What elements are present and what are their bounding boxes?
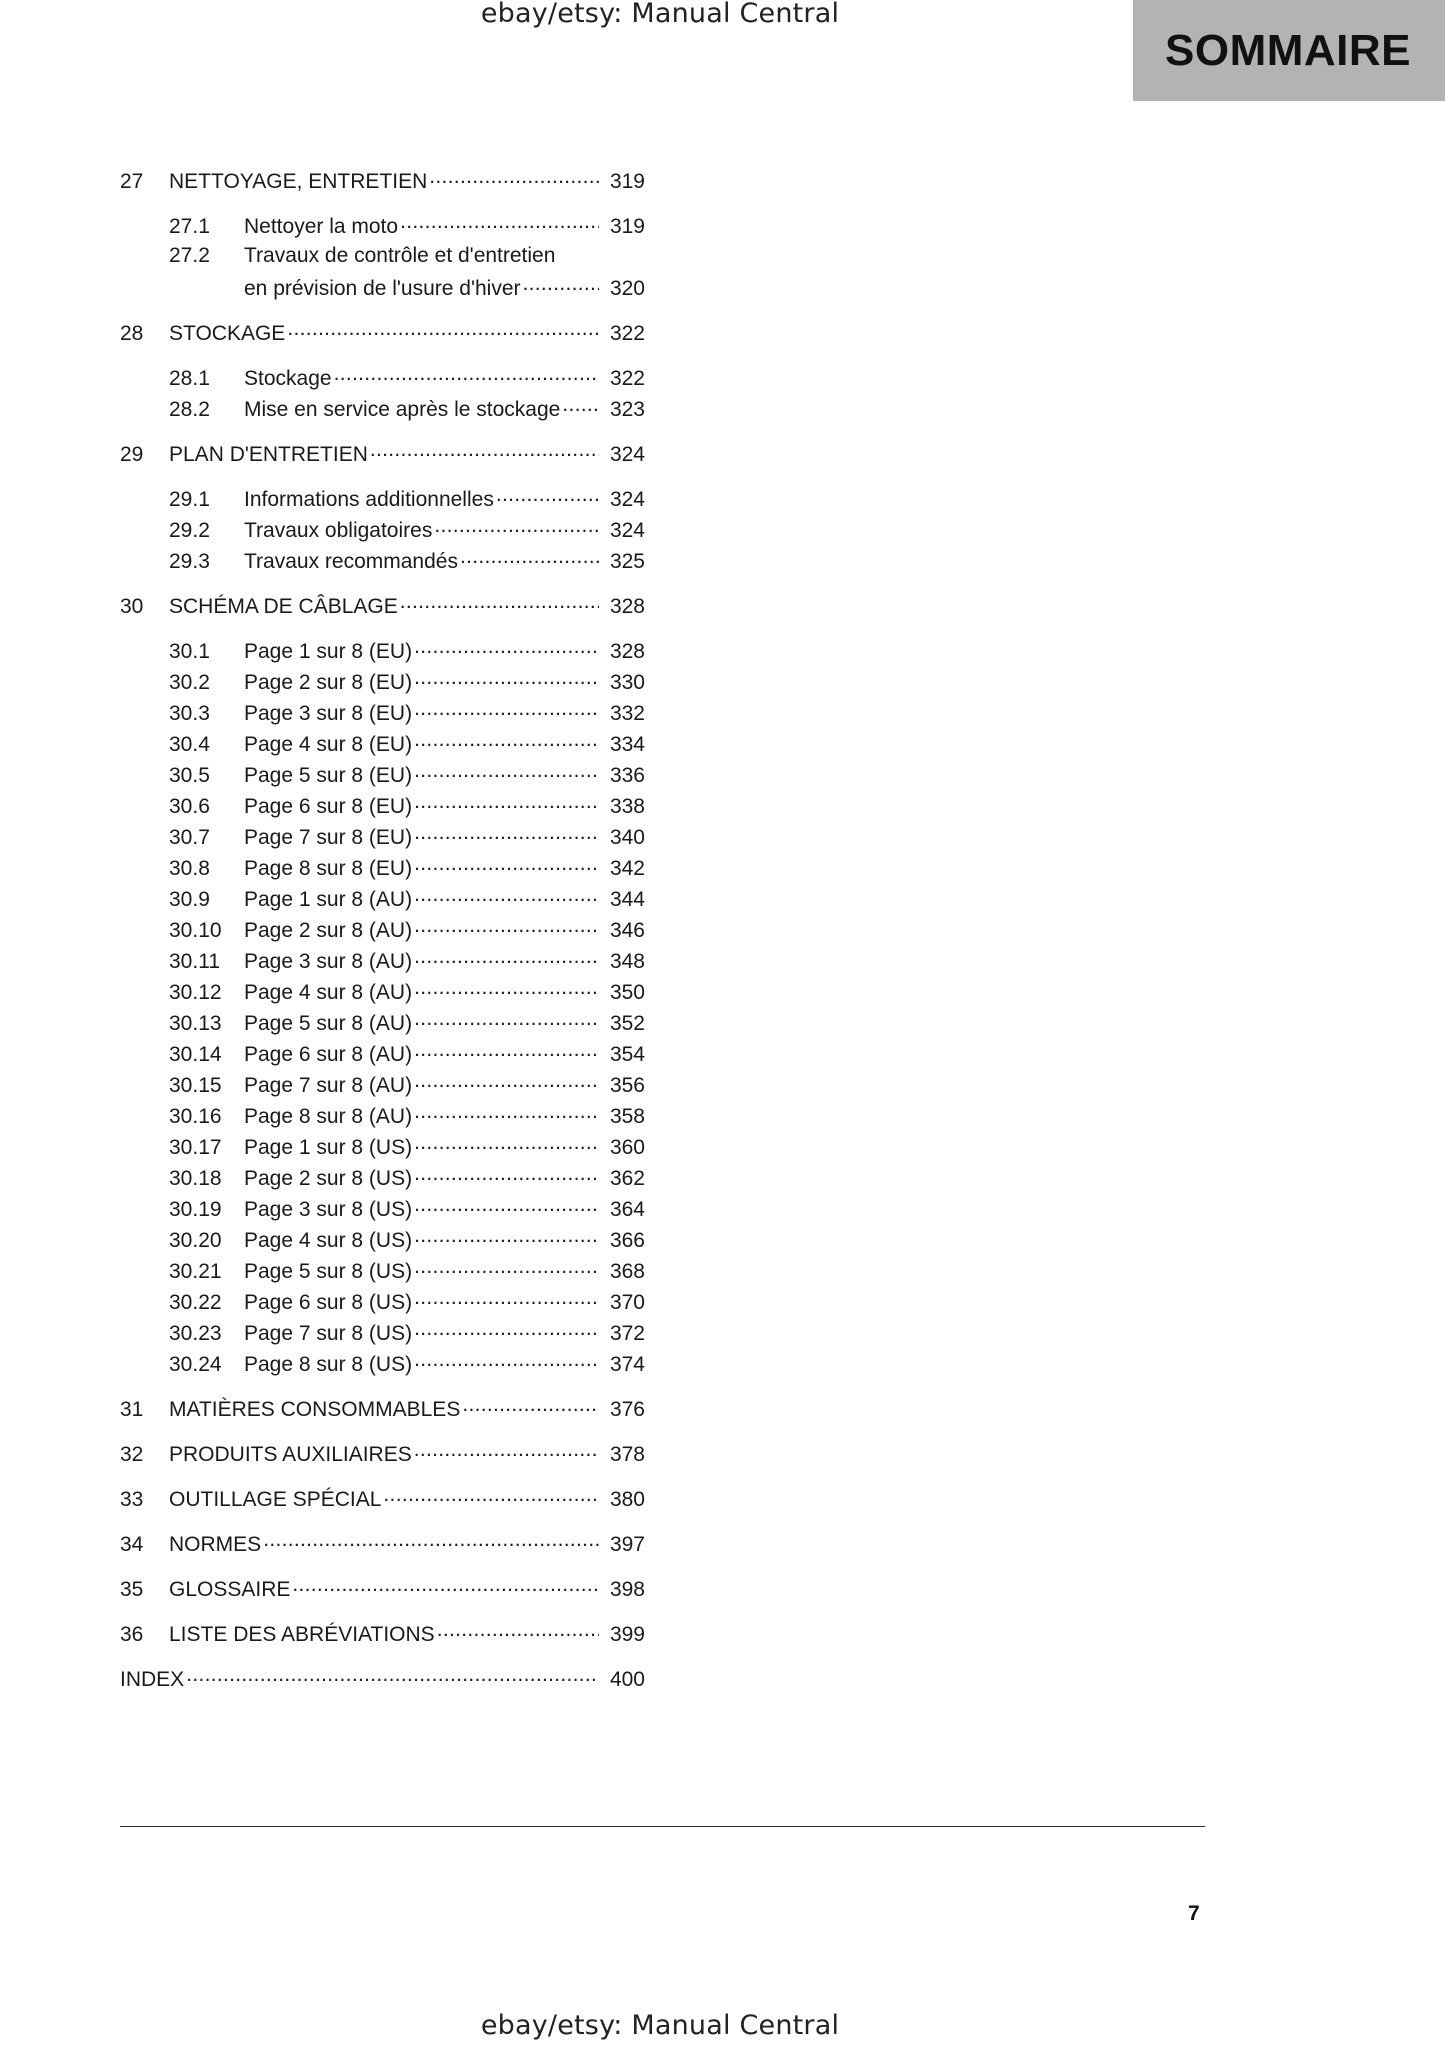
toc-number: 28.1 [169,367,210,390]
toc-chapter-36[interactable] [120,1617,645,1648]
toc-chapter-31[interactable] [120,1392,645,1423]
toc-label: Page 1 sur 8 (AU) [244,888,413,911]
toc-leader-dots [414,975,599,999]
toc-leader-dots [414,1099,599,1123]
toc-section-30-6[interactable] [120,789,645,820]
toc-label: LISTE DES ABRÉVIATIONS [169,1623,435,1646]
toc-leader-dots [414,1223,599,1247]
toc-number: 32 [120,1443,144,1466]
toc-number: 30.4 [169,733,210,756]
toc-number: 30.23 [169,1322,222,1345]
toc-label: SCHÉMA DE CÂBLAGE [169,595,398,618]
toc-page: 368 [609,1260,645,1283]
toc-leader-dots [414,1285,599,1309]
page-number: 7 [1188,1902,1200,1925]
toc-page: 398 [609,1578,645,1601]
toc-page: 334 [609,733,645,756]
toc-leader-dots [434,513,599,537]
toc-page: 342 [609,857,645,880]
toc-section-30-22[interactable] [120,1285,645,1316]
toc-number: 30.18 [169,1167,222,1190]
toc-number: 30.6 [169,795,210,818]
toc-number: 33 [120,1488,144,1511]
toc-leader-dots [462,1392,599,1416]
toc-leader-dots [414,665,599,689]
watermark-top: ebay/etsy: Manual Central [480,0,840,29]
toc-leader-dots [414,727,599,751]
toc-page: 376 [609,1398,645,1421]
toc-leader-dots [414,789,599,813]
toc-leader-dots [414,758,599,782]
toc-leader-dots [414,851,599,875]
footer-divider [120,1826,1205,1827]
toc-page: 380 [609,1488,645,1511]
toc-number: 31 [120,1398,144,1421]
toc-section-29-2[interactable] [120,513,645,544]
toc-label: Page 5 sur 8 (EU) [244,764,413,787]
toc-section-30-13[interactable] [120,1006,645,1037]
toc-section-30-4[interactable] [120,727,645,758]
toc-section-30-11[interactable] [120,944,645,975]
toc-label: Page 3 sur 8 (EU) [244,702,413,725]
toc-section-30-1[interactable] [120,634,645,665]
toc-section-28-2[interactable] [120,392,645,423]
toc-page: 346 [609,919,645,942]
toc-section-27-1[interactable] [120,209,645,240]
toc-page: 364 [609,1198,645,1221]
toc-section-29-3[interactable] [120,544,645,575]
toc-page: 372 [609,1322,645,1345]
toc-number: 30.9 [169,888,210,911]
toc-label: OUTILLAGE SPÉCIAL [169,1488,382,1511]
toc-label: Page 7 sur 8 (EU) [244,826,413,849]
toc-section-30-5[interactable] [120,758,645,789]
toc-index[interactable] [120,1662,645,1693]
toc-leader-dots [414,1347,599,1371]
toc-page: 370 [609,1291,645,1314]
toc-leader-dots [263,1527,599,1551]
toc-label: NORMES [169,1533,262,1556]
toc-number: 30.5 [169,764,210,787]
toc-leader-dots [414,1037,599,1061]
toc-page: 332 [609,702,645,725]
toc-number: 30.24 [169,1353,222,1376]
toc-leader-dots [414,913,599,937]
toc-label: Travaux obligatoires [244,519,433,542]
toc-section-30-24[interactable] [120,1347,645,1378]
toc-leader-dots [414,820,599,844]
toc-chapter-33[interactable] [120,1482,645,1513]
toc-page: 354 [609,1043,645,1066]
table-of-contents [120,164,645,1693]
toc-leader-dots [414,1006,599,1030]
toc-number: 34 [120,1533,144,1556]
toc-section-30-20[interactable] [120,1223,645,1254]
toc-label: NETTOYAGE, ENTRETIEN [169,170,428,193]
toc-label: Page 7 sur 8 (US) [244,1322,413,1345]
toc-label: Page 3 sur 8 (AU) [244,950,413,973]
toc-page: 323 [609,398,645,421]
toc-chapter-28[interactable] [120,316,645,347]
toc-section-30-16[interactable] [120,1099,645,1130]
toc-page: 344 [609,888,645,911]
toc-label-line1: Travaux de contrôle et d'entretien [244,244,556,267]
toc-page: 400 [609,1668,645,1691]
toc-number: 30.8 [169,857,210,880]
toc-page: 360 [609,1136,645,1159]
toc-leader-dots [334,361,599,385]
toc-label: Travaux recommandés [244,550,458,573]
toc-leader-dots [287,316,599,340]
toc-leader-dots [496,482,599,506]
toc-label: Page 4 sur 8 (AU) [244,981,413,1004]
toc-label: PRODUITS AUXILIAIRES [169,1443,412,1466]
toc-number: 30.20 [169,1229,222,1252]
toc-label: Page 2 sur 8 (AU) [244,919,413,942]
toc-label: Informations additionnelles [244,488,494,511]
toc-section-30-8[interactable] [120,851,645,882]
toc-label: Page 6 sur 8 (US) [244,1291,413,1314]
toc-number: 29.1 [169,488,210,511]
toc-label: Page 2 sur 8 (EU) [244,671,413,694]
toc-section-30-7[interactable] [120,820,645,851]
toc-page: 358 [609,1105,645,1128]
toc-section-30-3[interactable] [120,696,645,727]
toc-page: 399 [609,1623,645,1646]
toc-number: 30.11 [169,950,220,973]
toc-number: 35 [120,1578,144,1601]
toc-label: Nettoyer la moto [244,215,399,238]
toc-page: 328 [609,595,645,618]
toc-page: 324 [609,488,645,511]
toc-number: 28 [120,322,144,345]
toc-leader-dots [414,944,599,968]
toc-page: 338 [609,795,645,818]
toc-page: 322 [609,322,645,345]
toc-label: Page 4 sur 8 (EU) [244,733,413,756]
toc-label: STOCKAGE [169,322,286,345]
toc-chapter-30[interactable] [120,589,645,620]
toc-page: 366 [609,1229,645,1252]
toc-leader-dots [437,1617,599,1641]
toc-leader-dots [523,271,599,295]
toc-leader-dots [414,1192,599,1216]
section-header-box [1133,0,1445,101]
toc-number: 30.10 [169,919,222,942]
toc-label: Mise en service après le stockage [244,398,561,421]
toc-leader-dots [370,437,599,461]
toc-leader-dots [414,1437,599,1461]
toc-leader-dots [414,1254,599,1278]
toc-number: 28.2 [169,398,210,421]
toc-number: 30.7 [169,826,210,849]
toc-label: Page 4 sur 8 (US) [244,1229,413,1252]
toc-chapter-29[interactable] [120,437,645,468]
toc-number: 30.19 [169,1198,222,1221]
toc-page: 328 [609,640,645,663]
toc-label: Page 7 sur 8 (AU) [244,1074,413,1097]
toc-number: 30.1 [169,640,210,663]
toc-leader-dots [400,589,599,613]
toc-number: 36 [120,1623,144,1646]
toc-number: 30.15 [169,1074,222,1097]
toc-leader-dots [414,1161,599,1185]
toc-page: 362 [609,1167,645,1190]
toc-section-30-23[interactable] [120,1316,645,1347]
toc-leader-dots [414,634,599,658]
toc-section-30-18[interactable] [120,1161,645,1192]
toc-section-30-19[interactable] [120,1192,645,1223]
toc-label: Page 8 sur 8 (US) [244,1353,413,1376]
toc-section-30-14[interactable] [120,1037,645,1068]
toc-chapter-35[interactable] [120,1572,645,1603]
toc-label: GLOSSAIRE [169,1578,291,1601]
toc-number: 27 [120,170,144,193]
toc-label: Stockage [244,367,332,390]
toc-page: 319 [609,215,645,238]
toc-page: 324 [609,519,645,542]
toc-section-30-21[interactable] [120,1254,645,1285]
toc-label: PLAN D'ENTRETIEN [169,443,368,466]
toc-leader-dots [414,1130,599,1154]
toc-number: 29.2 [169,519,210,542]
section-title: SOMMAIRE [1165,26,1411,75]
toc-label-line2: en prévision de l'usure d'hiver [244,277,521,300]
toc-label: Page 3 sur 8 (US) [244,1198,413,1221]
toc-page: 397 [609,1533,645,1556]
toc-leader-dots [292,1572,599,1596]
toc-leader-dots [414,1316,599,1340]
toc-leader-dots [414,882,599,906]
toc-number: 27.2 [169,244,210,267]
toc-page: 322 [609,367,645,390]
toc-page: 350 [609,981,645,1004]
toc-section-28-1[interactable] [120,361,645,392]
toc-chapter-32[interactable] [120,1437,645,1468]
toc-page: 325 [609,550,645,573]
toc-number: 30.14 [169,1043,222,1066]
toc-number: 30.12 [169,981,222,1004]
toc-section-30-list [120,634,645,1378]
toc-leader-dots [414,696,599,720]
toc-section-29-1[interactable] [120,482,645,513]
toc-label: INDEX [120,1668,185,1691]
toc-leader-dots [383,1482,599,1506]
toc-page: 324 [609,443,645,466]
toc-number: 30 [120,595,144,618]
toc-section-30-12[interactable] [120,975,645,1006]
toc-label: Page 8 sur 8 (AU) [244,1105,413,1128]
toc-section-30-15[interactable] [120,1068,645,1099]
toc-section-30-17[interactable] [120,1130,645,1161]
toc-page: 352 [609,1012,645,1035]
toc-label: Page 1 sur 8 (US) [244,1136,413,1159]
toc-label: Page 6 sur 8 (EU) [244,795,413,818]
toc-section-30-2[interactable] [120,665,645,696]
toc-page: 340 [609,826,645,849]
toc-label: MATIÈRES CONSOMMABLES [169,1398,461,1421]
toc-label: Page 5 sur 8 (US) [244,1260,413,1283]
toc-leader-dots [429,164,599,188]
toc-page: 374 [609,1353,645,1376]
toc-leader-dots [186,1662,599,1686]
toc-section-27-2[interactable] [120,240,645,271]
toc-number: 30.17 [169,1136,222,1159]
toc-number: 30.22 [169,1291,222,1314]
toc-number: 29.3 [169,550,210,573]
watermark-bottom: ebay/etsy: Manual Central [480,2010,840,2041]
toc-label: Page 6 sur 8 (AU) [244,1043,413,1066]
toc-page: 378 [609,1443,645,1466]
toc-leader-dots [400,209,599,233]
toc-number: 30.16 [169,1105,222,1128]
toc-chapter-34[interactable] [120,1527,645,1558]
toc-number: 27.1 [169,215,210,238]
toc-page: 348 [609,950,645,973]
toc-section-27-2-cont[interactable] [120,271,645,302]
toc-number: 29 [120,443,144,466]
toc-number: 30.13 [169,1012,222,1035]
toc-label: Page 1 sur 8 (EU) [244,640,413,663]
toc-page: 336 [609,764,645,787]
toc-number: 30.21 [169,1260,222,1283]
toc-number: 30.2 [169,671,210,694]
toc-page: 356 [609,1074,645,1097]
toc-number: 30.3 [169,702,210,725]
toc-chapter-27[interactable] [120,164,645,195]
toc-leader-dots [562,392,599,416]
toc-leader-dots [414,1068,599,1092]
toc-section-30-9[interactable] [120,882,645,913]
toc-page: 320 [609,277,645,300]
toc-section-30-10[interactable] [120,913,645,944]
toc-label: Page 5 sur 8 (AU) [244,1012,413,1035]
toc-page: 319 [609,170,645,193]
toc-leader-dots [460,544,599,568]
toc-page: 330 [609,671,645,694]
toc-label: Page 2 sur 8 (US) [244,1167,413,1190]
toc-label: Page 8 sur 8 (EU) [244,857,413,880]
